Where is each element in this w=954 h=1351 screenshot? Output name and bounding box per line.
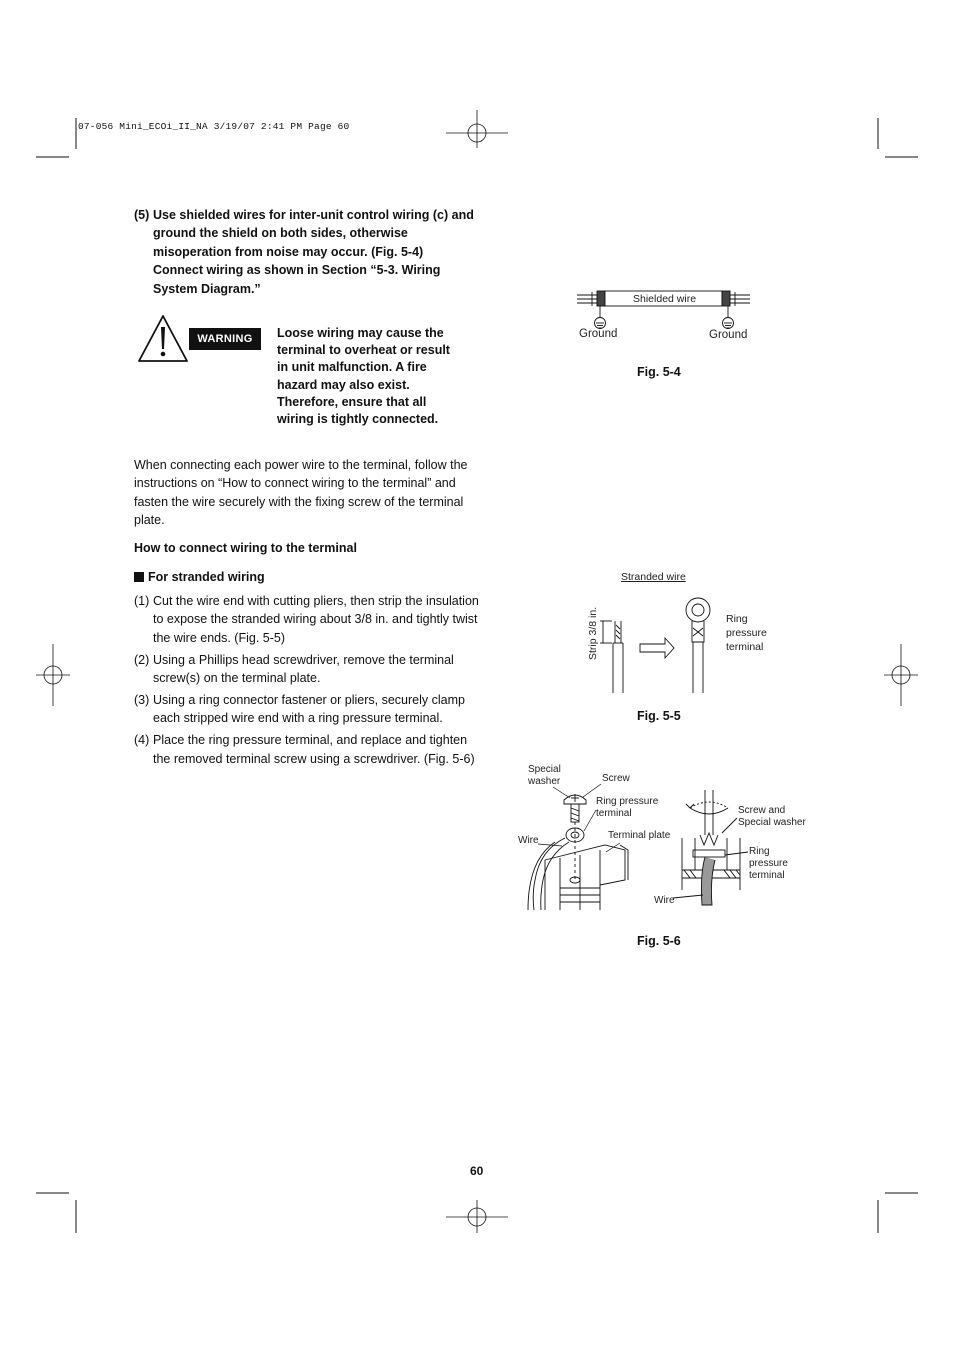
section-5-text: Use shielded wires for inter-unit control wiring (c) and ground the shield on both sides, otherwise misoperation from noise may occur. (Fig. 5-4) Connect wiring as shown in Section “5-3. Wiring System Diagram.” (153, 208, 474, 296)
ring-pressure-terminal-label-2: Ring pressure terminal (596, 796, 659, 819)
square-bullet-icon (134, 572, 144, 582)
fig-5-6-caption: Fig. 5-6 (637, 934, 681, 948)
terminal-plate-label: Terminal plate (608, 830, 671, 841)
registration-mark-bottom (446, 1200, 508, 1233)
ring-pressure-terminal-label: Ring pressure terminal (726, 613, 767, 653)
wire-label-right: Wire (654, 895, 675, 906)
strip-length-label: Strip 3/8 in. (587, 606, 599, 660)
howto-heading: How to connect wiring to the terminal (134, 541, 357, 555)
wire-label-left: Wire (518, 835, 539, 846)
registration-mark-left (36, 644, 70, 706)
steps-list (134, 592, 479, 772)
fig-5-5-stranded-wire-drawing (600, 598, 710, 693)
section-5-instruction (134, 206, 474, 298)
print-slug: 07-056 Mini_ECOi_II_NA 3/19/07 2:41 PM Page 60 (78, 121, 350, 132)
fig-5-4-caption: Fig. 5-4 (637, 365, 681, 379)
stranded-heading (134, 570, 265, 584)
screw-label: Screw (602, 773, 630, 784)
warning-badge: WARNING (189, 328, 261, 350)
warning-exclamation-dot (161, 352, 166, 357)
fig-5-5-caption: Fig. 5-5 (637, 709, 681, 723)
page-number: 60 (470, 1164, 484, 1178)
stranded-wire-label: Stranded wire (621, 571, 686, 583)
warning-text: Loose wiring may cause the terminal to overheat or result in unit malfunction. A fire hazard may also exist. Therefore, ensure that all wiring is tightly connected. (277, 326, 450, 427)
screw-special-washer-label: Screw and Special washer (738, 805, 806, 828)
list-item: (4) Place the ring pressure terminal, and replace and tighten the removed terminal screw using a screwdriver. (Fig. 5-6) (134, 733, 475, 766)
list-item: (2) Using a Phillips head screwdriver, remove the terminal screw(s) on the terminal plate. (134, 652, 454, 686)
registration-mark-top (446, 110, 508, 148)
shielded-wire-label: Shielded wire (633, 293, 697, 305)
ground-right-label: Ground (709, 329, 748, 341)
section-5-number: (5) (134, 208, 150, 222)
intro-paragraph: When connecting each power wire to the terminal, follow the instructions on “How to connect wiring to the terminal” and fasten the wire securely with the fixing screw of the terminal plate. (134, 458, 468, 528)
list-item: (1) Cut the wire end with cutting pliers, then strip the insulation to expose the stranded wiring about 3/8 in. and tightly twist the wire ends. (Fig. 5-5) (134, 594, 479, 645)
ground-left-label: Ground (579, 328, 618, 340)
ring-pressure-terminal-label-3: Ring pressure terminal (749, 846, 788, 881)
warning-exclamation-mark (161, 327, 165, 349)
special-washer-label: Special washer (528, 764, 561, 787)
fig-5-6-side-view-drawing (673, 790, 748, 905)
stranded-heading-text: For stranded wiring (148, 570, 265, 584)
list-item: (3) Using a ring connector fastener or pliers, securely clamp each stripped wire end with a ring pressure terminal. (134, 693, 465, 726)
registration-mark-right (884, 644, 918, 706)
